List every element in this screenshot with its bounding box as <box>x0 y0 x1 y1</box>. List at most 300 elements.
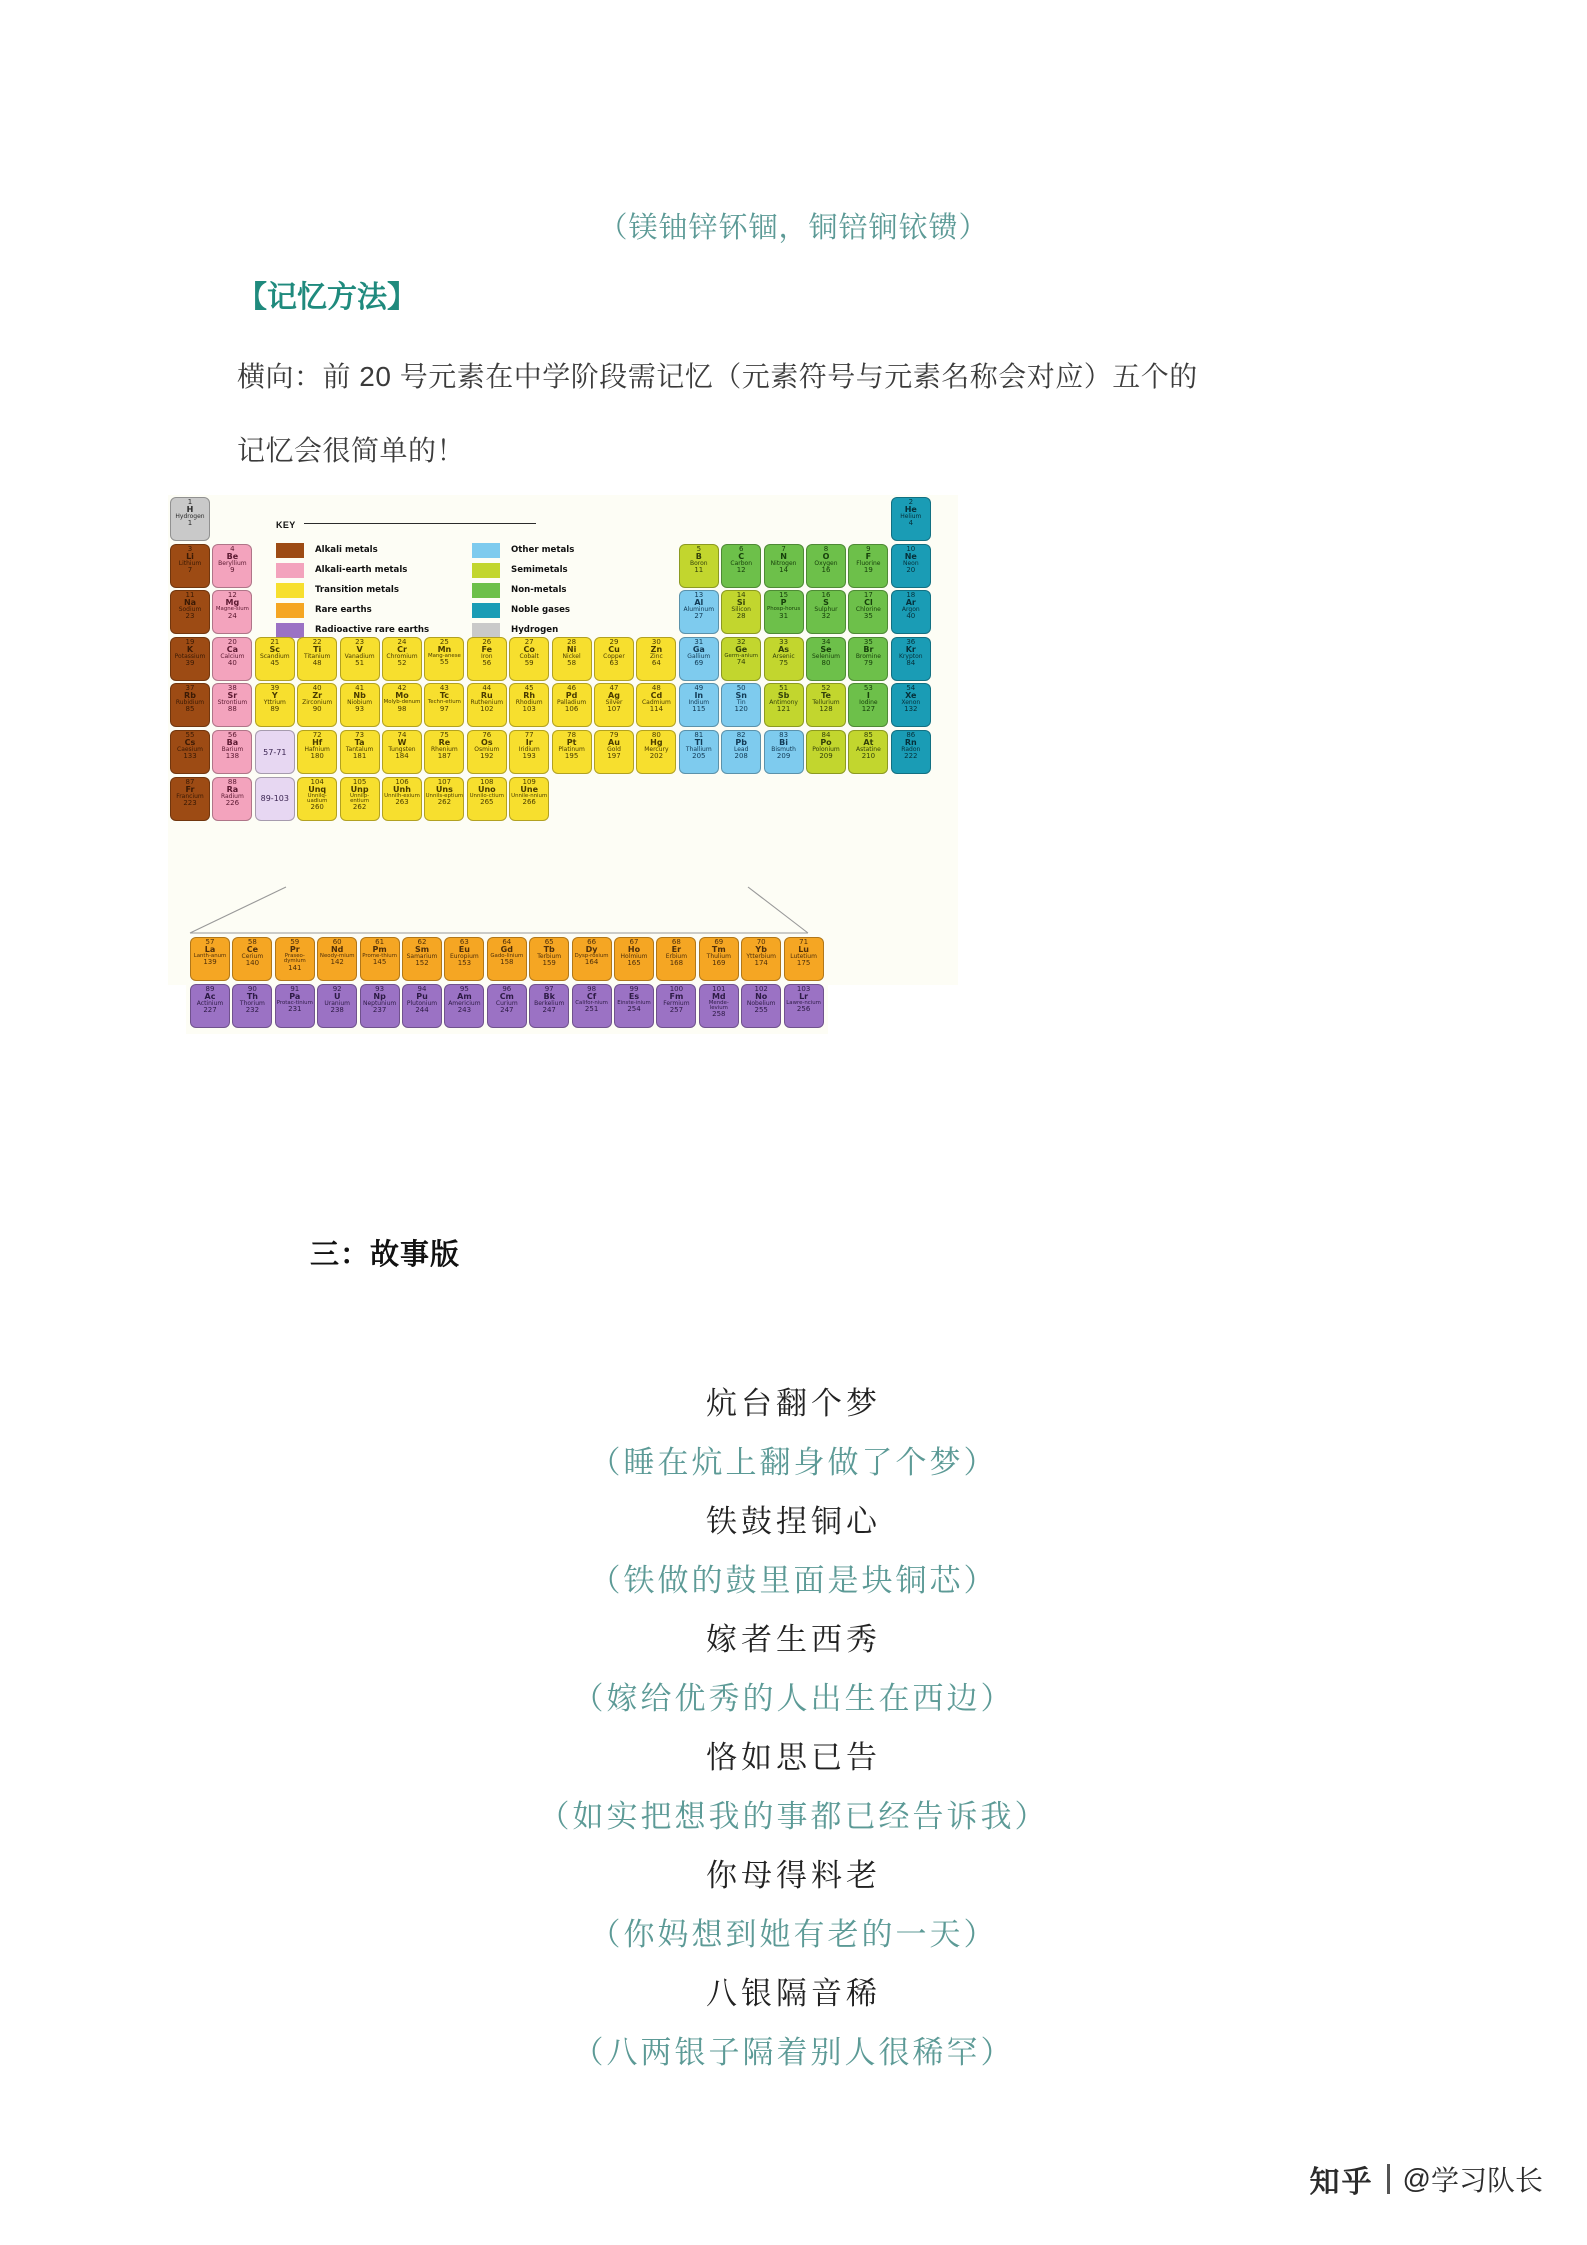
element-name: Berkelium <box>534 999 565 1007</box>
atomic-mass: 243 <box>457 1005 472 1014</box>
element-name: Dysp-​rosium <box>574 953 609 959</box>
atomic-number: 64 <box>502 938 512 946</box>
atomic-number: 57 <box>205 938 215 946</box>
atomic-number: 86 <box>906 731 916 739</box>
top-note: （镁铀锌钚锢，铜锫锏铱镄） <box>598 212 989 244</box>
element-cell-Ar <box>891 590 931 634</box>
atomic-number: 45 <box>524 684 534 693</box>
element-name: Ruthenium <box>470 699 504 707</box>
atomic-number: 97 <box>544 984 554 993</box>
element-symbol: Pu <box>416 991 428 1001</box>
element-name: Hafnium <box>304 746 330 753</box>
element-symbol: Cd <box>650 691 663 701</box>
element-cell-N <box>764 544 804 588</box>
element-name: Unnilp-​entium <box>350 792 370 804</box>
element-name: Fermium <box>663 999 690 1007</box>
atomic-number: 69 <box>714 938 724 946</box>
element-name: Argon <box>901 606 920 614</box>
element-name: Nobelium <box>746 999 776 1007</box>
element-symbol: Mo <box>395 691 409 701</box>
element-cell-At <box>848 730 888 774</box>
element-cell-Pa <box>275 984 315 1028</box>
element-cell-Ne <box>891 544 931 588</box>
atomic-number: 56 <box>227 731 237 739</box>
atomic-mass: 257 <box>669 1005 684 1014</box>
element-cell-Cm <box>487 984 527 1028</box>
atomic-mass: 209 <box>819 752 833 760</box>
element-name: Francium <box>176 792 204 800</box>
legend-column-left <box>276 540 472 640</box>
element-cell-Te <box>806 683 846 727</box>
element-name: Phosp-​horus <box>766 606 801 613</box>
atomic-number: 8 <box>823 544 829 553</box>
atomic-mass: 265 <box>480 798 494 806</box>
atomic-number: 76 <box>482 731 492 739</box>
element-cell-Lu <box>784 937 824 981</box>
element-name: Caesium <box>177 746 203 753</box>
element-symbol: Nd <box>330 945 344 954</box>
element-symbol: Dy <box>585 945 598 954</box>
element-name: Neody-​mium <box>319 953 355 959</box>
atomic-number: 25 <box>439 637 449 646</box>
element-cell-Tl <box>679 730 719 774</box>
legend-label: Radioactive rare earths <box>315 625 430 635</box>
atomic-mass: 152 <box>415 959 429 967</box>
atomic-number: 37 <box>185 684 195 693</box>
element-symbol: Fr <box>185 784 195 794</box>
element-cell-Lr <box>784 984 824 1028</box>
element-name: Arsenic <box>772 652 795 660</box>
atomic-mass: 138 <box>225 752 240 760</box>
atomic-mass: 75 <box>779 658 789 667</box>
element-name: Xenon <box>901 699 921 707</box>
element-name: Samarium <box>406 953 438 960</box>
element-cell-Uns <box>424 777 464 821</box>
atomic-mass: 74 <box>736 658 746 667</box>
atomic-mass: 168 <box>669 959 684 967</box>
element-name: Iridium <box>518 746 540 753</box>
atomic-mass: 139 <box>203 958 217 967</box>
element-cell-Ba <box>212 730 252 774</box>
element-symbol: Ca <box>226 644 239 654</box>
element-name: Scandium <box>259 652 290 660</box>
atomic-number: 20 <box>227 637 237 646</box>
atomic-mass: 40 <box>227 658 237 667</box>
atomic-mass: 52 <box>397 658 407 667</box>
atomic-mass: 197 <box>607 752 621 760</box>
atomic-number: 51 <box>779 684 789 693</box>
element-symbol: Y <box>271 691 278 701</box>
story-verse-list <box>0 1378 1587 2072</box>
element-symbol: Ni <box>566 644 577 654</box>
atomic-number: 55 <box>185 731 195 739</box>
atomic-mass: 164 <box>584 958 599 967</box>
element-symbol: H <box>186 505 194 514</box>
legend-row <box>472 600 668 620</box>
legend-label: Alkali-earth metals <box>315 565 408 575</box>
element-cell-O <box>806 544 846 588</box>
element-symbol: C <box>738 551 745 561</box>
atomic-mass: 85 <box>185 705 195 714</box>
atomic-number: 74 <box>397 731 407 739</box>
atomic-number: 71 <box>799 938 809 946</box>
element-symbol: Md <box>711 991 726 1001</box>
atomic-mass: 231 <box>288 1005 302 1013</box>
element-name: Terbium <box>537 953 562 960</box>
atomic-number: 70 <box>756 938 766 946</box>
atomic-mass: 262 <box>437 798 452 806</box>
element-symbol: Es <box>628 991 640 1001</box>
atomic-mass: 127 <box>861 705 876 714</box>
element-name: Nitrogen <box>770 559 797 567</box>
atomic-number: 88 <box>227 777 237 786</box>
element-symbol: K <box>186 644 194 654</box>
element-cell-Kr <box>891 637 931 681</box>
atomic-mass: 45 <box>270 658 280 667</box>
atomic-mass: 107 <box>607 705 621 714</box>
atomic-number: 27 <box>524 637 534 646</box>
atomic-mass: 63 <box>609 658 619 667</box>
element-symbol: Rb <box>184 691 196 701</box>
element-cell-Fe <box>467 637 507 681</box>
periodic-table-grid <box>168 495 958 1019</box>
atomic-number: 24 <box>397 637 407 646</box>
element-cell-Re <box>424 730 464 774</box>
element-name: Sodium <box>178 606 202 614</box>
element-cell-Es <box>614 984 654 1028</box>
atomic-mass: 145 <box>372 958 387 967</box>
atomic-mass: 32 <box>821 612 831 621</box>
element-cell-Sc <box>255 637 295 681</box>
atomic-mass: 121 <box>776 705 791 714</box>
atomic-number: 105 <box>352 777 367 786</box>
atomic-mass: 4 <box>908 519 914 527</box>
element-name: Thulium <box>706 953 731 960</box>
element-name: Curium <box>495 999 518 1007</box>
element-name: Hydrogen <box>175 513 205 520</box>
atomic-mass: 210 <box>861 752 876 760</box>
atomic-number: 18 <box>906 591 916 600</box>
watermark <box>1310 2157 1543 2201</box>
atomic-number: 101 <box>712 984 726 993</box>
atomic-mass: 205 <box>692 752 706 760</box>
atomic-number: 11 <box>185 591 195 600</box>
atomic-number: 41 <box>355 684 365 693</box>
atomic-number: 78 <box>567 731 577 739</box>
element-cell-Si <box>721 590 761 634</box>
element-symbol: Ag <box>608 691 620 701</box>
element-name: Unnilq-​uadium <box>307 792 328 804</box>
atomic-number: 66 <box>587 938 597 946</box>
atomic-mass: 180 <box>310 752 324 760</box>
element-symbol: Pt <box>566 738 577 747</box>
element-cell-Fr <box>170 777 210 821</box>
atomic-mass: 169 <box>712 959 726 967</box>
atomic-number: 50 <box>736 684 746 693</box>
atomic-number: 77 <box>524 731 534 739</box>
element-name: Gado-​linium <box>490 953 524 959</box>
atomic-mass: 51 <box>355 658 365 667</box>
atomic-mass: 58 <box>567 658 577 667</box>
atomic-mass: 195 <box>564 752 579 760</box>
atomic-number: 100 <box>669 984 684 993</box>
element-cell-P <box>764 590 804 634</box>
element-symbol: Cf <box>586 991 597 1001</box>
atomic-number: 13 <box>694 591 704 600</box>
story-line-sub: （如实把想我的事都已经告诉我） <box>538 1799 1049 1834</box>
element-symbol: Eu <box>458 945 470 954</box>
element-symbol: Pd <box>565 691 578 701</box>
atomic-mass: 159 <box>542 959 556 967</box>
element-cell-As <box>764 637 804 681</box>
element-symbol: Unh <box>393 784 411 794</box>
legend-swatch <box>472 603 500 618</box>
story-line-main: 你母得料老 <box>706 1858 881 1893</box>
element-name: Einste-​inium <box>617 999 651 1006</box>
element-cell-Pb <box>721 730 761 774</box>
element-cell-Ru <box>467 683 507 727</box>
atomic-mass: 175 <box>796 959 811 967</box>
atomic-number: 39 <box>270 684 280 693</box>
element-name: Krypton <box>899 652 923 660</box>
atomic-number: 53 <box>863 684 873 693</box>
story-line-main: 八银隔音稀 <box>706 1976 881 2011</box>
element-symbol: Br <box>863 644 874 654</box>
atomic-number: 44 <box>482 684 492 693</box>
element-symbol: Hf <box>312 738 323 747</box>
element-name: Selenium <box>812 652 840 660</box>
atomic-mass: 142 <box>330 958 344 967</box>
element-name: Cadmium <box>641 699 671 707</box>
atomic-mass: 208 <box>734 752 748 760</box>
atomic-mass: 128 <box>819 705 833 714</box>
legend-swatch <box>276 603 304 618</box>
element-cell-Er <box>656 937 696 981</box>
element-cell-Ac <box>190 984 230 1028</box>
element-name: Erbium <box>665 953 688 960</box>
element-name: Silicon <box>731 606 751 614</box>
element-cell-Cu <box>594 637 634 681</box>
element-symbol: Cr <box>397 644 407 654</box>
periodic-table-figure <box>168 495 958 1019</box>
element-symbol: Ru <box>480 691 493 701</box>
legend-label: Other metals <box>511 545 575 555</box>
element-cell-S <box>806 590 846 634</box>
element-cell-Rh <box>509 683 549 727</box>
element-symbol: S <box>823 598 829 608</box>
atomic-mass: 20 <box>906 565 916 574</box>
legend-swatch <box>472 623 500 638</box>
atomic-number: 3 <box>187 544 193 553</box>
element-name: Helium <box>900 513 922 520</box>
atomic-number: 63 <box>459 938 469 946</box>
element-symbol: Uns <box>435 784 453 794</box>
element-cell-Ga <box>679 637 719 681</box>
element-cell-Os <box>467 730 507 774</box>
element-name: Antimony <box>769 699 798 707</box>
atomic-number: 30 <box>651 637 661 646</box>
element-name: Unnile-​nnium <box>511 792 548 799</box>
atomic-number: 19 <box>185 637 195 646</box>
element-cell-In <box>679 683 719 727</box>
element-symbol: No <box>755 991 768 1001</box>
element-name: Gallium <box>687 652 711 660</box>
element-cell-Pd <box>552 683 592 727</box>
atomic-mass: 266 <box>522 798 536 806</box>
element-cell-F <box>848 544 888 588</box>
atomic-number: 6 <box>738 544 744 553</box>
element-symbol: Fm <box>669 991 684 1001</box>
element-symbol: N <box>780 551 787 561</box>
element-name: Indium <box>688 699 710 707</box>
atomic-number: 102 <box>754 984 768 993</box>
element-cell-Ti <box>297 637 337 681</box>
story-line-sub: （八两银子隔着别人很稀罕） <box>572 2035 1015 2070</box>
element-name: Palladium <box>557 699 587 707</box>
element-cell-Md <box>699 984 739 1028</box>
story-line-sub: （睡在炕上翻身做了个梦） <box>589 1445 998 1480</box>
atomic-mass: 98 <box>397 704 407 713</box>
atomic-mass: 16 <box>821 565 831 574</box>
element-cell-Hg <box>636 730 676 774</box>
element-symbol: Tm <box>711 945 726 954</box>
atomic-number: 48 <box>651 684 661 693</box>
element-cell-Dy <box>572 937 612 981</box>
element-name: Europium <box>450 953 479 960</box>
atomic-number: 42 <box>397 684 407 693</box>
element-symbol: Sn <box>735 691 747 701</box>
element-name: Chromium <box>386 652 418 660</box>
atomic-number: 14 <box>736 591 746 600</box>
element-name: Rhodium <box>515 699 543 707</box>
atomic-number: 12 <box>227 591 237 600</box>
element-cell-Sr <box>212 683 252 727</box>
legend-swatch <box>472 583 500 598</box>
legend-column-right <box>472 540 668 640</box>
periodic-table-key <box>276 515 676 640</box>
atomic-number: 47 <box>609 684 619 693</box>
element-cell-Cf <box>572 984 612 1028</box>
element-cell-W <box>382 730 422 774</box>
element-symbol: Os <box>481 738 493 747</box>
atomic-mass: 256 <box>796 1005 811 1013</box>
element-range-placeholder: 89-103 <box>255 777 295 821</box>
element-symbol: Fe <box>481 644 493 654</box>
element-cell-Unp <box>340 777 380 821</box>
atomic-number: 35 <box>863 637 873 646</box>
atomic-number: 4 <box>230 544 235 553</box>
atomic-mass: 262 <box>352 803 367 812</box>
element-name: Magne-​sium <box>215 606 249 613</box>
element-name: Plutonium <box>406 999 438 1007</box>
element-name: Actinium <box>196 999 224 1007</box>
atomic-number: 91 <box>290 984 300 993</box>
element-symbol: Une <box>520 784 538 794</box>
legend-label: Rare earths <box>315 605 372 615</box>
atomic-mass: 97 <box>439 704 449 713</box>
atomic-number: 5 <box>696 544 702 553</box>
atomic-number: 89 <box>205 984 215 993</box>
atomic-mass: 79 <box>863 658 873 667</box>
element-cell-Li <box>170 544 210 588</box>
element-name: Protac-​tinium <box>276 999 313 1006</box>
element-symbol: Cm <box>499 991 514 1001</box>
atomic-mass: 12 <box>736 565 746 574</box>
element-symbol: Th <box>246 991 258 1001</box>
atomic-number: 15 <box>779 591 789 600</box>
legend-label: Alkali metals <box>315 545 378 555</box>
element-cell-Y <box>255 683 295 727</box>
element-symbol: Nb <box>353 691 366 701</box>
element-symbol: Ce <box>246 945 259 954</box>
atomic-mass: 102 <box>480 705 494 714</box>
element-symbol: La <box>204 945 216 954</box>
atomic-number: 92 <box>332 984 342 993</box>
atomic-number: 98 <box>587 984 597 993</box>
watermark-divider <box>1387 2164 1390 2194</box>
atomic-number: 43 <box>439 684 449 693</box>
element-symbol: Lu <box>798 945 809 954</box>
element-name: Tellurium <box>812 699 840 707</box>
watermark-author: 学习队长 <box>1430 2165 1543 2196</box>
atomic-number: 85 <box>863 731 873 739</box>
atomic-mass: 69 <box>694 658 704 667</box>
element-name: Iodine <box>859 699 878 707</box>
element-cell-Yb <box>741 937 781 981</box>
atomic-number: 28 <box>567 637 577 646</box>
atomic-number: 21 <box>270 637 280 646</box>
atomic-number: 103 <box>796 984 811 993</box>
element-name: Cerium <box>241 953 264 960</box>
atomic-number: 75 <box>439 731 449 739</box>
element-cell-Cs <box>170 730 210 774</box>
atomic-number: 90 <box>247 984 257 993</box>
atomic-number: 58 <box>247 938 257 946</box>
element-name: Holmium <box>620 953 648 960</box>
element-symbol: In <box>694 691 704 701</box>
atomic-mass: 187 <box>437 752 452 760</box>
element-name: Tungsten <box>388 746 416 753</box>
atomic-mass: 88 <box>227 705 237 714</box>
element-name: Boron <box>689 559 708 567</box>
element-symbol: Cu <box>608 644 620 654</box>
element-cell-Zn <box>636 637 676 681</box>
element-symbol: Am <box>457 991 472 1001</box>
element-symbol: Unq <box>308 784 327 794</box>
element-cell-Unq <box>297 777 337 821</box>
element-name: Tin <box>736 699 746 707</box>
element-name: Carbon <box>730 559 752 567</box>
atomic-mass: 39 <box>185 658 195 667</box>
atomic-mass: 64 <box>651 658 661 667</box>
element-cell-Une <box>509 777 549 821</box>
element-name: Prome-​thium <box>362 953 397 959</box>
atomic-number: 80 <box>651 731 661 739</box>
atomic-number: 52 <box>821 684 831 693</box>
element-cell-C <box>721 544 761 588</box>
legend-label: Semimetals <box>511 565 568 575</box>
element-symbol: Ba <box>226 738 239 747</box>
atomic-mass: 90 <box>312 705 322 714</box>
element-name: Neptunium <box>362 999 397 1007</box>
element-name: Gold <box>607 746 621 753</box>
element-symbol: Ar <box>905 598 916 608</box>
atomic-number: 23 <box>355 637 365 646</box>
element-symbol: Sc <box>269 644 281 654</box>
element-name: Beryllium <box>218 559 247 567</box>
atomic-mass: 40 <box>906 612 916 621</box>
element-cell-Uno <box>467 777 507 821</box>
